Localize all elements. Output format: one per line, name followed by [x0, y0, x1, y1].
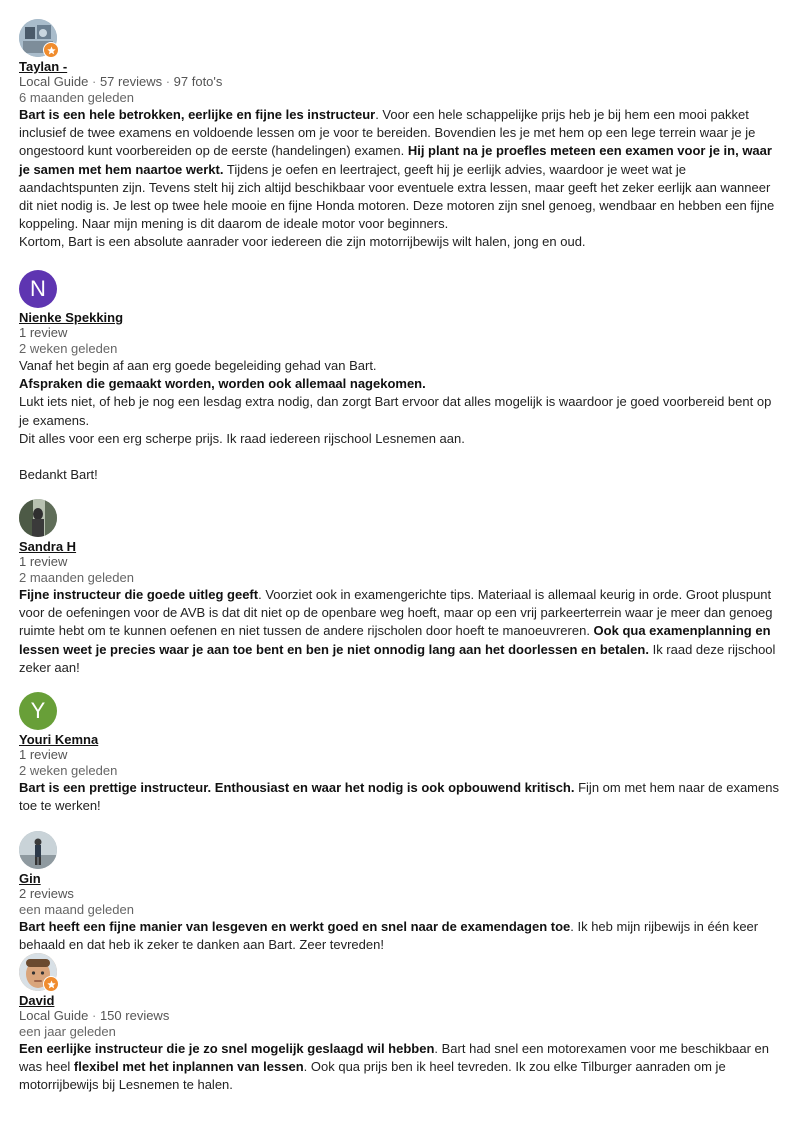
avatar[interactable] [19, 19, 57, 57]
review-time: 6 maanden geleden [19, 89, 134, 105]
review-paragraph: Bart is een hele betrokken, eerlijke en fijne les instructeur. Voor een hele schappelijke prijs heb je bij hem een mooi pakket inclusief de twee examens en voldoende lessen om je voor te bereiden. Bovendien les je met hem op een lege terrein waar je je ongestoord kunt voorbereiden op de eerste (handelingen) examen. Hij plant na je proefles meteen een examen voor je in, waar je samen met hem naartoe werkt. Tijdens je oefen en leertraject, geeft hij je eerlijk advies, waardoor je weet wat je aandachtspunten zijn. Tevens stelt hij zich altijd beschikbaar voor eventuele extra lessen, maar geeft het zeker eerlijk aan wanneer dit niet nodig is. Je lest op twee hele mooie en fijne Honda motoren. Deze motoren zijn snel genoeg, wendbaar en hebben een fijne koppeling. Naar mijn mening is dit daarom de ideale motor voor beginners. [19, 107, 775, 232]
avatar-photo [19, 499, 57, 537]
local-guide-star-icon [43, 976, 59, 992]
local-guide-star-icon [43, 42, 59, 58]
reviewer-meta: Local Guide · 150 reviews [19, 1008, 170, 1023]
review-count: 1 review [19, 554, 68, 569]
local-guide-label: Local Guide [19, 74, 89, 89]
review-paragraph: Afspraken die gemaakt worden, worden ook allemaal nagekomen. [19, 376, 426, 392]
review-paragraph: Bedankt Bart! [19, 467, 98, 483]
review-paragraph: Kortom, Bart is een absolute aanrader voor iedereen die zijn motorrijbewijs wilt halen, jong en oud. [19, 234, 586, 250]
reviewer-meta: Local Guide · 57 reviews · 97 foto's [19, 74, 223, 89]
review-time: 2 maanden geleden [19, 569, 134, 585]
reviewer-name[interactable]: Taylan - [19, 59, 68, 74]
review-card [19, 692, 784, 815]
avatar-photo [19, 831, 57, 869]
review-time: een maand geleden [19, 901, 134, 917]
review-paragraph: Vanaf het begin af aan erg goede begeleiding gehad van Bart. [19, 358, 377, 373]
review-time: een jaar geleden [19, 1023, 116, 1039]
reviewer-meta [19, 325, 784, 341]
review-time: 2 weken geleden [19, 340, 118, 356]
avatar[interactable] [19, 692, 57, 730]
reviewer-meta [19, 554, 784, 570]
review-text [19, 357, 784, 484]
avatar-letter: N [19, 270, 57, 308]
photo-count: 97 foto's [173, 74, 223, 89]
reviewer-name[interactable]: Youri Kemna [19, 732, 99, 747]
review-text [19, 779, 784, 815]
review-paragraph: Fijne instructeur die goede uitleg geeft. Voorziet ook in examengerichte tips. Materiaal is allemaal keurig in orde. Groot pluspunt voor de oefeningen voor de AVB is dat dit niet op de openbare weg hoeft, maar op een vrij parkeerterrein waar je meer dan genoeg ruimte hebt om te kunnen oefenen en niet tussen de andere rijscholen door hoeft te manoeuvreren. Ook qua examenplanning en lessen weet je precies waar je aan toe bent en ben je niet onnodig lang aan het doorlessen en betalen. Ik raad deze rijschool zeker aan! [19, 587, 776, 675]
avatar[interactable] [19, 953, 57, 991]
review-text [19, 106, 784, 252]
review-card [19, 499, 784, 677]
avatar-letter: Y [19, 692, 57, 730]
avatar-photo-icon [19, 499, 57, 537]
avatar[interactable] [19, 831, 57, 869]
reviewer-name[interactable]: Gin [19, 871, 41, 886]
review-count: 150 reviews [99, 1008, 170, 1023]
review-text [19, 918, 784, 954]
avatar-photo-icon [19, 831, 57, 869]
review-paragraph: Dit alles voor een erg scherpe prijs. Ik raad iedereen rijschool Lesnemen aan. [19, 430, 465, 446]
reviewer-name[interactable]: Sandra H [19, 539, 77, 554]
review-card [19, 270, 784, 484]
review-card [19, 19, 784, 252]
reviewer-meta [19, 747, 784, 763]
reviewer-name[interactable]: David [19, 993, 55, 1008]
review-count: 57 reviews [99, 74, 163, 89]
review-paragraph: Bart heeft een fijne manier van lesgeven en werkt goed en snel naar de examendagen toe. Ik heb mijn rijbewijs in één keer behaald en dat heb ik zeker te danken aan Bart. Zeer tevreden! [19, 919, 759, 953]
reviewer-meta [19, 886, 784, 902]
reviewer-name[interactable]: Nienke Spekking [19, 310, 124, 325]
review-paragraph: Lukt iets niet, of heb je nog een lesdag extra nodig, dan zorgt Bart ervoor dat alles mogelijk is waardoor je goed voorbereid bent op je examens. [19, 394, 772, 428]
local-guide-label: Local Guide [19, 1008, 89, 1023]
review-count: 1 review [19, 747, 68, 762]
review-text [19, 586, 784, 677]
review-card [19, 953, 784, 1095]
avatar[interactable] [19, 270, 57, 308]
avatar[interactable] [19, 499, 57, 537]
review-card [19, 831, 784, 954]
review-paragraph: Bart is een prettige instructeur. Enthousiast en waar het nodig is ook opbouwend kritisch. Fijn om met hem naar de examens toe te werken! [19, 780, 779, 814]
review-paragraph: Een eerlijke instructeur die je zo snel mogelijk geslaagd wil hebben. Bart had snel een motorexamen voor me beschikbaar en was heel flexibel met het inplannen van lessen. Ook qua prijs ben ik heel tevreden. Ik zou elke Tilburger aanraden om je motorrijbewijs bij Lesnemen te halen. [19, 1041, 769, 1093]
review-count: 2 reviews [19, 886, 74, 901]
review-text [19, 1040, 784, 1095]
review-count: 1 review [19, 325, 68, 340]
review-time: 2 weken geleden [19, 762, 118, 778]
